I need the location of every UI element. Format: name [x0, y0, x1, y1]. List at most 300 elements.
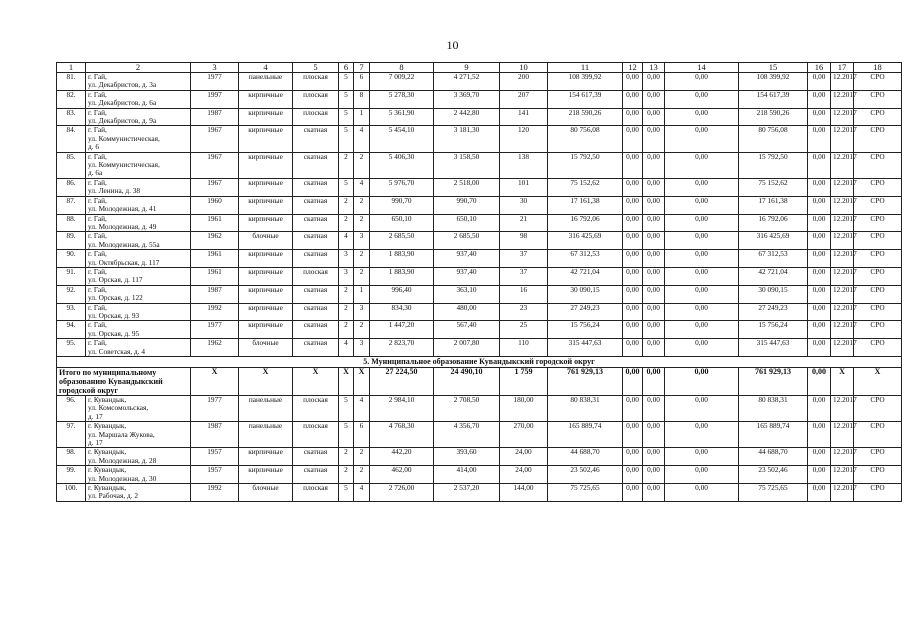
col-15: 154 617,39: [739, 90, 808, 108]
completion-date-line: 2017: [842, 72, 857, 81]
col-13: 0,00: [643, 250, 665, 268]
address-line: г. Гай,: [88, 231, 107, 241]
floors: 2: [339, 466, 354, 484]
living-area: 4 271,52: [434, 73, 500, 91]
total-cost: 23 502,46: [548, 466, 623, 484]
address-line: ул. Молодежная, д. 28: [88, 455, 157, 465]
column-number: 13: [643, 63, 665, 73]
wall-material: кирпичные: [239, 178, 293, 196]
completion-date-line: 2017: [842, 89, 857, 99]
method: СРО: [854, 466, 902, 484]
col-15: 108 399,92: [739, 73, 808, 91]
completion-date-line: 2017: [842, 151, 857, 161]
living-area: 2 708,50: [434, 396, 500, 422]
col-12: 0,00: [623, 250, 643, 268]
address: [86, 214, 191, 232]
total-area: 2 823,70: [370, 339, 434, 357]
address-line: ул. Ленина, д. 38: [88, 186, 141, 196]
floors: 2: [339, 448, 354, 466]
completion-date-line: 2017: [842, 395, 857, 404]
address-line: ул. Орская, д. 122: [88, 293, 143, 303]
col-14: 0,00: [665, 466, 739, 484]
entrances: 8: [354, 90, 370, 108]
completion-date: [831, 483, 857, 502]
address-line: ул. Молодежная, д. 41: [88, 204, 157, 214]
total-c13: 0,00: [643, 368, 665, 396]
completion-date-line: 2017: [842, 284, 857, 294]
total-cost: 30 090,15: [548, 285, 623, 303]
column-number: 11: [548, 63, 623, 73]
table-row: [57, 396, 902, 422]
address: [86, 396, 191, 422]
wall-material: кирпичные: [239, 448, 293, 466]
total-c3: X: [191, 368, 239, 396]
col-14: 0,00: [665, 303, 739, 321]
row-number: 97.: [57, 422, 86, 448]
completion-date-line: 2017: [842, 421, 857, 431]
year-built: 1992: [191, 484, 239, 502]
column-number: 7: [354, 63, 370, 73]
col-16: 0,00: [808, 152, 831, 178]
col-14: 0,00: [665, 321, 739, 339]
completion-date-line: 12.: [833, 249, 843, 259]
year-built: 1957: [191, 448, 239, 466]
completion-date-line: 12.: [833, 89, 843, 99]
completion-date-line: 12.: [833, 177, 843, 187]
wall-material: кирпичные: [239, 466, 293, 484]
total-cost: 15 756,24: [548, 321, 623, 339]
completion-date-line: 2017: [842, 302, 857, 312]
residents: 207: [500, 90, 548, 108]
col-15: 218 590,26: [739, 108, 808, 126]
completion-date-line: 2017: [842, 125, 857, 135]
total-cost: 108 399,92: [548, 73, 623, 91]
address-line: ул. Маршала Жукова,: [88, 429, 155, 439]
living-area: 3 158,50: [434, 152, 500, 178]
total-area: 462,00: [370, 466, 434, 484]
table-row: [57, 448, 902, 466]
year-built: 1987: [191, 422, 239, 448]
row-number: 82.: [57, 90, 86, 108]
col-15: 30 090,15: [739, 285, 808, 303]
roof-type: скатная: [293, 303, 339, 321]
address-line: ул. Орская, д. 93: [88, 310, 140, 320]
entrances: 3: [354, 232, 370, 250]
method: СРО: [854, 73, 902, 91]
completion-date-line: 12.: [833, 338, 843, 348]
completion-date: [831, 338, 857, 357]
method: СРО: [854, 321, 902, 339]
wall-material: кирпичные: [239, 108, 293, 126]
completion-date-line: 2017: [842, 266, 857, 276]
row-number: 93.: [57, 303, 86, 321]
table-row: [57, 214, 902, 232]
column-number: 6: [339, 63, 354, 73]
completion-date-line: 12.: [833, 231, 843, 241]
roof-type: скатная: [293, 178, 339, 196]
completion-date: [831, 89, 857, 108]
roof-type: плоская: [293, 267, 339, 285]
col-12: 0,00: [623, 422, 643, 448]
completion-date: [831, 107, 857, 126]
row-number: 87.: [57, 196, 86, 214]
total-area: 834,30: [370, 303, 434, 321]
total-cost: 16 792,06: [548, 214, 623, 232]
address: [86, 152, 191, 178]
table-row: [57, 232, 902, 250]
roof-type: скатная: [293, 250, 339, 268]
row-number: 99.: [57, 466, 86, 484]
living-area: 480,00: [434, 303, 500, 321]
floors: 2: [339, 152, 354, 178]
col-15: 23 502,46: [739, 466, 808, 484]
residents: 110: [500, 339, 548, 357]
year-built: 1962: [191, 232, 239, 250]
address-line: ул. Рабочая, д. 2: [88, 491, 139, 501]
col-16: 0,00: [808, 73, 831, 91]
col-16: 0,00: [808, 321, 831, 339]
col-16: 0,00: [808, 396, 831, 422]
column-number: 15: [739, 63, 808, 73]
total-area: 5 361,90: [370, 108, 434, 126]
col-16: 0,00: [808, 250, 831, 268]
table-row: [57, 321, 902, 339]
total-c12: 0,00: [623, 368, 643, 396]
living-area: 650,10: [434, 214, 500, 232]
wall-material: блочные: [239, 232, 293, 250]
address-line: г. Гай,: [88, 151, 107, 161]
address-line: ул. Молодежная, д. 49: [88, 221, 157, 231]
address: [86, 303, 191, 321]
address: [86, 73, 191, 91]
row-number: 91.: [57, 267, 86, 285]
col-16: 0,00: [808, 232, 831, 250]
completion-date: [831, 195, 857, 214]
address-line: г. Гай,: [88, 125, 107, 135]
col-15: 15 792,50: [739, 152, 808, 178]
residents: 25: [500, 321, 548, 339]
completion-date-line: 12.: [833, 72, 843, 81]
living-area: 3 181,30: [434, 126, 500, 152]
col-14: 0,00: [665, 250, 739, 268]
col-14: 0,00: [665, 178, 739, 196]
col-15: 75 152,62: [739, 178, 808, 196]
entrances: 4: [354, 484, 370, 502]
entrances: 6: [354, 422, 370, 448]
table-row: [57, 73, 902, 91]
row-number: 92.: [57, 285, 86, 303]
col-15: 16 792,06: [739, 214, 808, 232]
address-line: ул. Декабристов, д. 6а: [88, 98, 157, 108]
table-row: [57, 126, 902, 152]
residents: 16: [500, 285, 548, 303]
col-13: 0,00: [643, 422, 665, 448]
completion-date-line: 12.: [833, 483, 843, 493]
completion-date-line: 2017: [842, 249, 857, 259]
address: [86, 339, 191, 357]
col-14: 0,00: [665, 339, 739, 357]
col-13: 0,00: [643, 466, 665, 484]
roof-type: плоская: [293, 422, 339, 448]
total-area: 7 009,22: [370, 73, 434, 91]
row-number: 96.: [57, 396, 86, 422]
total-cost: 315 447,63: [548, 339, 623, 357]
total-people: 1 759: [500, 368, 548, 396]
col-12: 0,00: [623, 285, 643, 303]
method: СРО: [854, 339, 902, 357]
residents: 200: [500, 73, 548, 91]
method: СРО: [854, 108, 902, 126]
total-area: 650,10: [370, 214, 434, 232]
total-cost: 42 721,04: [548, 267, 623, 285]
address-line: д. 17: [88, 411, 103, 421]
col-15: 80 838,31: [739, 396, 808, 422]
row-number: 98.: [57, 448, 86, 466]
year-built: 1957: [191, 466, 239, 484]
completion-date-line: 2017: [842, 483, 857, 493]
method: СРО: [854, 422, 902, 448]
completion-date: [831, 421, 857, 448]
col-12: 0,00: [623, 321, 643, 339]
address-line: г. Гай,: [88, 213, 107, 223]
residents: 37: [500, 250, 548, 268]
address-line: г. Гай,: [88, 266, 107, 276]
floors: 5: [339, 178, 354, 196]
total-cost: 27 249,23: [548, 303, 623, 321]
col-12: 0,00: [623, 448, 643, 466]
method: СРО: [854, 90, 902, 108]
wall-material: блочные: [239, 484, 293, 502]
col-14: 0,00: [665, 422, 739, 448]
col-16: 0,00: [808, 126, 831, 152]
address: [86, 178, 191, 196]
col-12: 0,00: [623, 484, 643, 502]
row-number: 88.: [57, 214, 86, 232]
residents: 37: [500, 267, 548, 285]
address-line: г. Кувандык,: [88, 395, 127, 404]
col-14: 0,00: [665, 73, 739, 91]
column-number: 16: [808, 63, 831, 73]
completion-date-line: 2017: [842, 338, 857, 348]
completion-date-line: 12.: [833, 447, 843, 457]
total-c4: X: [239, 368, 293, 396]
col-14: 0,00: [665, 396, 739, 422]
completion-date-line: 2017: [842, 195, 857, 205]
col-16: 0,00: [808, 178, 831, 196]
year-built: 1962: [191, 339, 239, 357]
col-15: 80 756,08: [739, 126, 808, 152]
living-area: 2 007,80: [434, 339, 500, 357]
entrances: 2: [354, 321, 370, 339]
col-13: 0,00: [643, 90, 665, 108]
completion-date-line: 2017: [842, 107, 857, 117]
entrances: 4: [354, 126, 370, 152]
method: СРО: [854, 250, 902, 268]
method: СРО: [854, 267, 902, 285]
col-15: 315 447,63: [739, 339, 808, 357]
completion-date: [831, 177, 857, 196]
completion-date-line: 2017: [842, 177, 857, 187]
completion-date-line: 12.: [833, 320, 843, 330]
section-header-row: [57, 357, 902, 368]
living-area: 567,40: [434, 321, 500, 339]
row-number: 83.: [57, 108, 86, 126]
col-16: 0,00: [808, 303, 831, 321]
wall-material: блочные: [239, 339, 293, 357]
total-area: 1 883,90: [370, 267, 434, 285]
table-row: [57, 484, 902, 502]
completion-date: [831, 249, 857, 268]
year-built: 1967: [191, 152, 239, 178]
col-15: 165 889,74: [739, 422, 808, 448]
wall-material: кирпичные: [239, 196, 293, 214]
address-line: ул. Декабристов, д. 9а: [88, 116, 157, 126]
address-line: г. Гай,: [88, 72, 107, 81]
col-14: 0,00: [665, 126, 739, 152]
col-12: 0,00: [623, 303, 643, 321]
address-line: ул. Молодежная, д. 55а: [88, 239, 160, 249]
address-line: г. Гай,: [88, 302, 107, 312]
col-14: 0,00: [665, 484, 739, 502]
col-16: 0,00: [808, 214, 831, 232]
col-15: 17 161,38: [739, 196, 808, 214]
col-13: 0,00: [643, 285, 665, 303]
address-line: г. Гай,: [88, 284, 107, 294]
roof-type: скатная: [293, 196, 339, 214]
completion-date-line: 12.: [833, 284, 843, 294]
completion-date-line: 2017: [842, 320, 857, 330]
total-area: 442,20: [370, 448, 434, 466]
residents: 30: [500, 196, 548, 214]
table-row: [57, 178, 902, 196]
year-built: 1977: [191, 396, 239, 422]
row-number: 94.: [57, 321, 86, 339]
completion-date: [831, 231, 857, 250]
residents: 270,00: [500, 422, 548, 448]
total-cost: 218 590,26: [548, 108, 623, 126]
col-13: 0,00: [643, 152, 665, 178]
address-line: д. 6: [88, 142, 100, 152]
total-label: Итого по муниципальному образованию Кувандыкский городской округ: [57, 368, 191, 396]
col-15: 44 688,70: [739, 448, 808, 466]
table-row: [57, 466, 902, 484]
table-row: [57, 303, 902, 321]
residents: 180,00: [500, 396, 548, 422]
floors: 4: [339, 232, 354, 250]
roof-type: скатная: [293, 152, 339, 178]
row-number: 95.: [57, 339, 86, 357]
col-13: 0,00: [643, 178, 665, 196]
year-built: 1997: [191, 90, 239, 108]
completion-date-line: 12.: [833, 125, 843, 135]
floors: 5: [339, 108, 354, 126]
col-16: 0,00: [808, 267, 831, 285]
col-16: 0,00: [808, 466, 831, 484]
roof-type: плоская: [293, 484, 339, 502]
total-c5: X: [293, 368, 339, 396]
total-area: 1 883,90: [370, 250, 434, 268]
total-cost: 761 929,13: [548, 368, 623, 396]
col-12: 0,00: [623, 178, 643, 196]
floors: 5: [339, 90, 354, 108]
address-line: ул. Декабристов, д. 3а: [88, 80, 157, 90]
total-row: [57, 368, 902, 396]
living-area: 3 369,70: [434, 90, 500, 108]
total-c6: X: [339, 368, 354, 396]
table-row: [57, 267, 902, 285]
entrances: 2: [354, 250, 370, 268]
wall-material: кирпичные: [239, 303, 293, 321]
living-area: 2 442,80: [434, 108, 500, 126]
col-13: 0,00: [643, 267, 665, 285]
col-14: 0,00: [665, 267, 739, 285]
col-12: 0,00: [623, 232, 643, 250]
table-row: [57, 152, 902, 178]
col-14: 0,00: [665, 90, 739, 108]
residents: 21: [500, 214, 548, 232]
residents: 144,00: [500, 484, 548, 502]
total-cost: 44 688,70: [548, 448, 623, 466]
total-cost: 165 889,74: [548, 422, 623, 448]
table-row: [57, 285, 902, 303]
col-12: 0,00: [623, 339, 643, 357]
address: [86, 232, 191, 250]
total-c17: X: [831, 368, 854, 396]
address: [86, 250, 191, 268]
col-12: 0,00: [623, 466, 643, 484]
total-c18: X: [854, 368, 902, 396]
roof-type: скатная: [293, 448, 339, 466]
column-number-row: [57, 63, 902, 73]
floors: 3: [339, 250, 354, 268]
address: [86, 422, 191, 448]
col-13: 0,00: [643, 196, 665, 214]
col-12: 0,00: [623, 73, 643, 91]
row-number: 90.: [57, 250, 86, 268]
total-area: 4 768,30: [370, 422, 434, 448]
completion-date-line: 12.: [833, 302, 843, 312]
living-area: 363,10: [434, 285, 500, 303]
total-area: 996,40: [370, 285, 434, 303]
total-cost: 80 838,31: [548, 396, 623, 422]
method: СРО: [854, 303, 902, 321]
col-12: 0,00: [623, 396, 643, 422]
col-13: 0,00: [643, 108, 665, 126]
address-line: г. Гай,: [88, 177, 107, 187]
section-title: 5. Муниципальное образование Кувандыкский городской округ: [57, 357, 902, 368]
total-area: 5 976,70: [370, 178, 434, 196]
year-built: 1987: [191, 285, 239, 303]
total-area: 2 984,10: [370, 396, 434, 422]
address: [86, 90, 191, 108]
table-row: [57, 196, 902, 214]
col-15: 15 756,24: [739, 321, 808, 339]
roof-type: скатная: [293, 285, 339, 303]
completion-date: [831, 447, 857, 466]
residents: 138: [500, 152, 548, 178]
living-area: 4 356,70: [434, 422, 500, 448]
address-line: д. 17: [88, 438, 103, 448]
method: СРО: [854, 214, 902, 232]
floors: 3: [339, 267, 354, 285]
entrances: 2: [354, 214, 370, 232]
row-number: 100.: [57, 484, 86, 502]
roof-type: скатная: [293, 232, 339, 250]
col-14: 0,00: [665, 285, 739, 303]
col-12: 0,00: [623, 267, 643, 285]
entrances: 6: [354, 73, 370, 91]
roof-type: скатная: [293, 339, 339, 357]
